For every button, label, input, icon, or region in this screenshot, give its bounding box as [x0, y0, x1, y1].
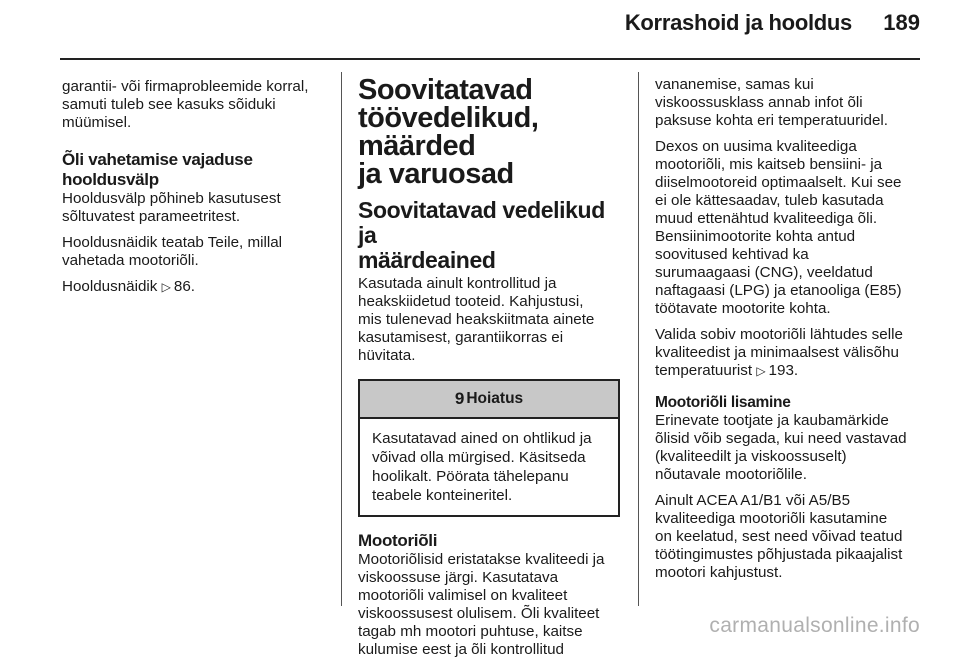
section-heading: Mootoriõli lisamine	[655, 394, 791, 411]
paragraph-text: Valida sobiv mootoriõli lähtudes selle kvaliteedist ja minimaalsest välisõhu temperatuurist	[655, 326, 903, 379]
reference-page[interactable]: 193.	[768, 362, 799, 379]
cross-reference[interactable]	[62, 278, 327, 296]
warning-label: Hoiatus	[466, 390, 524, 407]
warning-header	[360, 381, 618, 419]
reference-label: Hooldusnäidik	[62, 278, 158, 295]
paragraph: Ainult ACEA A1/B1 või A5/B5 kvaliteediga mootoriõli kasutamine on keelatud, sest need võivad teatud töötingimustes põhjustada pikaajalist mootori kahjustust.	[655, 492, 903, 581]
page-number: 189	[883, 10, 920, 35]
header-divider	[60, 58, 920, 60]
warning-triangle-icon: 9	[454, 389, 465, 408]
paragraph: Hooldusvälp põhineb kasutusest sõltuvatest parameetritest.	[62, 190, 281, 225]
paragraph: Mootoriõlisid eristatakse kvaliteedi ja viskoossuse järgi. Kasutatava mootoriõli valimisel on kvaliteet viskoossusest olulisem. Õli kvaliteet tagab mh mootori puhtuse, kaitse kulumise eest ja õli kontrollitud	[358, 551, 605, 658]
section-heading: Mootoriõli	[358, 531, 438, 550]
paragraph: Erinevate tootjate ja kaubamärkide õlisid võib segada, kui need vastavad (kvaliteedilt ja viskoossuselt) nõutavale mootoriõlile.	[655, 412, 907, 483]
paragraph: garantii- või firmaprobleemide korral, samuti tuleb see kasuks sõiduki müümisel.	[62, 78, 309, 131]
watermark: carmanualsonline.info	[709, 614, 920, 637]
column-1	[62, 78, 327, 304]
paragraph-with-reference	[655, 326, 925, 380]
column-2	[358, 76, 623, 667]
warning-text: Kasutatavad ained on ohtlikud ja võivad olla mürgised. Käsitseda hoolikalt. Pöörata tähelepanu teabele konteineritel.	[372, 430, 592, 504]
paragraph: vananemise, samas kui viskoossusklass annab infot õli paksuse kohta eri temperatuuridel.	[655, 76, 889, 129]
paragraph: Kasutada ainult kontrollitud ja heakskiidetud tooteid. Kahjustusi, mis tulenevad heakskiitmata ainete kasutamisest, garantiikorras ei hüvitata.	[358, 275, 595, 364]
warning-box	[358, 379, 620, 517]
section-heading: Õli vahetamise vajaduse hooldusvälp	[62, 150, 253, 189]
column-divider-2	[638, 72, 639, 606]
paragraph: Hooldusnäidik teatab Teile, millal vahetada mootoriõli.	[62, 234, 283, 269]
reference-page: 86.	[173, 278, 195, 295]
page-reference-arrow-icon[interactable]: ▷	[756, 364, 766, 378]
chapter-title: Soovitatavad töövedelikud, määrded ja varuosad	[358, 74, 539, 190]
subchapter-title: Soovitatavad vedelikud ja määrdeained	[358, 197, 605, 273]
paragraph: Dexos on uusima kvaliteediga mootoriõli, mis kaitseb bensiini- ja diiselmootoreid optimaalselt. Kui see ei ole kättesaadav, tuleb kasutada muud ettenähtud kvaliteediga õli. Bensiinimootorite kohta antud soovitused kehtivad ka surumaagaasi (CNG), veeldatud naftagaasi (LPG) ja etanooliga (E85) töötavate mootorite kohta.	[655, 138, 902, 317]
column-3	[655, 76, 925, 590]
page-reference-arrow-icon: ▷	[161, 280, 171, 294]
section-title: Korrashoid ja hooldus	[624, 10, 852, 35]
column-divider-1	[341, 72, 342, 606]
